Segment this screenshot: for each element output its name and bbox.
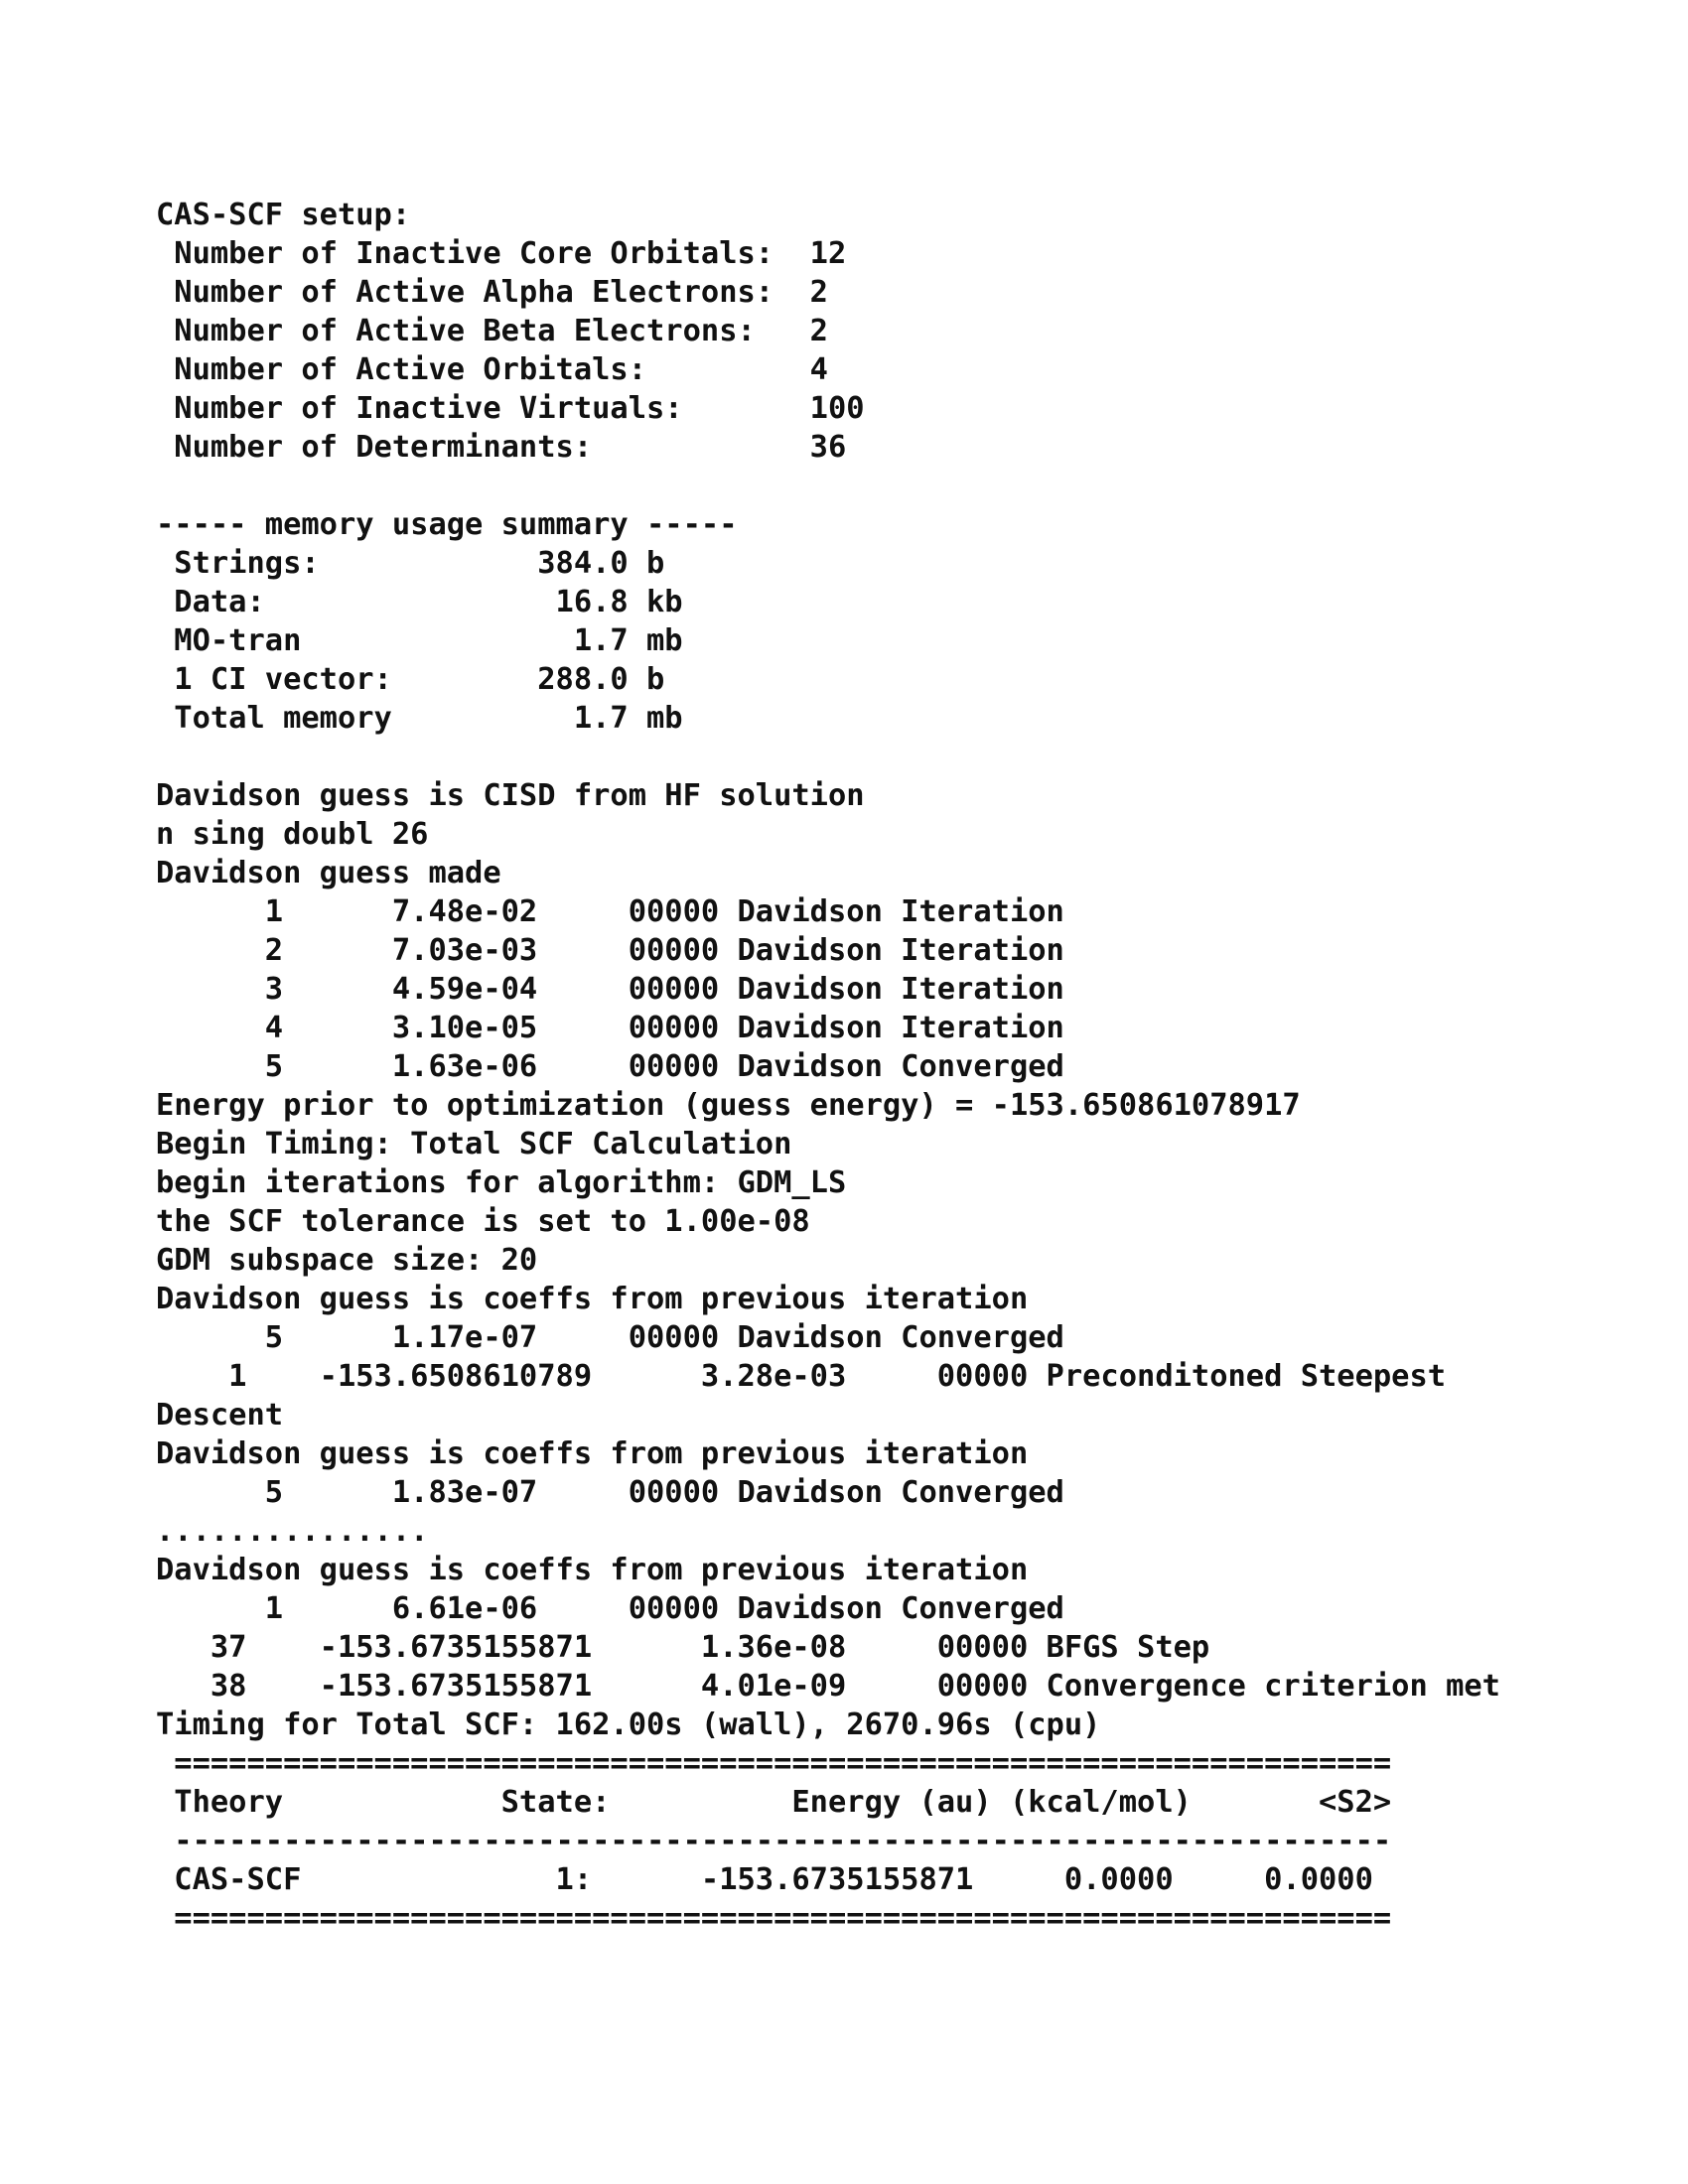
- blank-line: [156, 467, 1625, 505]
- log-line: ...............: [156, 1514, 429, 1549]
- cas-setup-header: CAS-SCF setup:: [156, 198, 411, 232]
- memory-usage-line: Strings: 384.0 b: [156, 546, 665, 581]
- table-row: CAS-SCF 1: -153.6735155871 0.0000 0.0000: [156, 1862, 1373, 1897]
- blank-line: [156, 738, 1625, 776]
- log-line: 4 3.10e-05 00000 Davidson Iteration: [156, 1011, 1064, 1045]
- log-line: Energy prior to optimization (guess energy) = -153.650861078917: [156, 1088, 1301, 1123]
- memory-usage-header: ----- memory usage summary -----: [156, 507, 738, 542]
- log-line: Begin Timing: Total SCF Calculation: [156, 1127, 792, 1161]
- cas-setup-section: [156, 196, 1625, 467]
- log-line: begin iterations for algorithm: GDM_LS: [156, 1165, 847, 1200]
- log-line: Davidson guess is coeffs from previous iteration: [156, 1436, 1029, 1471]
- log-line: 2 7.03e-03 00000 Davidson Iteration: [156, 933, 1064, 968]
- log-line: 1 7.48e-02 00000 Davidson Iteration: [156, 894, 1064, 929]
- log-line: 5 1.63e-06 00000 Davidson Converged: [156, 1049, 1064, 1084]
- log-line: Davidson guess is coeffs from previous iteration: [156, 1553, 1029, 1587]
- log-line: 3 4.59e-04 00000 Davidson Iteration: [156, 972, 1064, 1007]
- terminal-output-page: [156, 196, 1625, 1938]
- log-line: GDM subspace size: 20: [156, 1243, 538, 1278]
- memory-usage-line: Total memory 1.7 mb: [156, 701, 683, 736]
- results-summary-table: [156, 1744, 1625, 1938]
- log-line: 5 1.17e-07 00000 Davidson Converged: [156, 1320, 1064, 1355]
- table-header-row: Theory State: Energy (au) (kcal/mol) <S2>: [156, 1785, 1392, 1820]
- log-line: the SCF tolerance is set to 1.00e-08: [156, 1204, 810, 1239]
- log-line: 1 -153.6508610789 3.28e-03 00000 Preconditoned Steepest: [156, 1359, 1447, 1394]
- log-line: 37 -153.6735155871 1.36e-08 00000 BFGS Step: [156, 1630, 1210, 1665]
- cas-setup-line: Number of Determinants: 36: [156, 430, 847, 465]
- cas-setup-line: Number of Inactive Core Orbitals: 12: [156, 236, 847, 271]
- memory-usage-line: 1 CI vector: 288.0 b: [156, 662, 665, 697]
- table-rule-mid: -------------------------------------------------------------------: [156, 1824, 1392, 1858]
- log-line: n sing doubl 26: [156, 817, 429, 852]
- log-line: Timing for Total SCF: 162.00s (wall), 2670.96s (cpu): [156, 1707, 1101, 1742]
- iteration-log-section: [156, 776, 1625, 1744]
- cas-setup-line: Number of Active Beta Electrons: 2: [156, 314, 828, 348]
- log-line: Descent: [156, 1398, 284, 1433]
- cas-setup-line: Number of Active Alpha Electrons: 2: [156, 275, 828, 310]
- memory-usage-line: Data: 16.8 kb: [156, 585, 683, 619]
- log-line: 38 -153.6735155871 4.01e-09 00000 Convergence criterion met: [156, 1669, 1500, 1704]
- table-rule-bottom: ===================================================================: [156, 1901, 1392, 1936]
- memory-usage-section: [156, 505, 1625, 738]
- cas-setup-line: Number of Active Orbitals: 4: [156, 352, 828, 387]
- log-line: Davidson guess is coeffs from previous iteration: [156, 1282, 1029, 1316]
- log-line: 1 6.61e-06 00000 Davidson Converged: [156, 1591, 1064, 1626]
- memory-usage-line: MO-tran 1.7 mb: [156, 623, 683, 658]
- log-line: Davidson guess made: [156, 856, 501, 890]
- cas-setup-line: Number of Inactive Virtuals: 100: [156, 391, 865, 426]
- log-line: 5 1.83e-07 00000 Davidson Converged: [156, 1475, 1064, 1510]
- table-rule-top: ===================================================================: [156, 1746, 1392, 1781]
- log-line: Davidson guess is CISD from HF solution: [156, 778, 865, 813]
